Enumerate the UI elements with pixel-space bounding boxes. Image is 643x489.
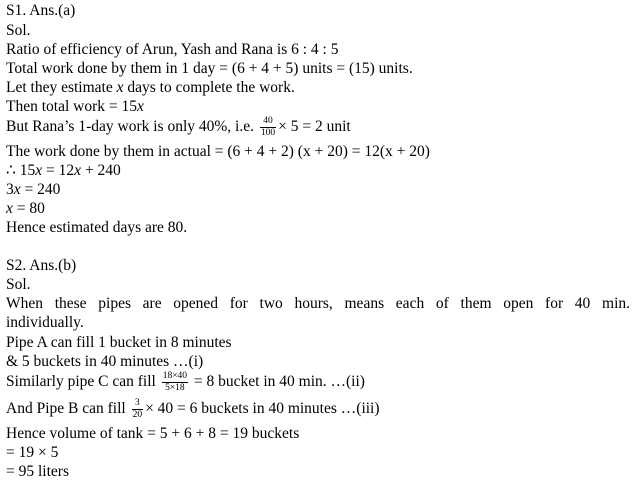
s1-sol-label: Sol. (6, 22, 31, 39)
s1-x-line: x = 80 (6, 200, 45, 217)
s2-pipe-c-line: Similarly pipe C can fill $\frac{18\times 40}{5\times 18}$ = 8 bucket in 40 min. …(ii) (6, 371, 365, 393)
s1-equation-line: ∴ 15x = 12x + 240 (6, 162, 121, 179)
s2-pipes-line: When these pipes are opened for two hours, means each of them open for 40 min. (6, 295, 630, 312)
s2-volume-line: Hence volume of tank = 5 + 6 + 8 = 19 buckets (6, 425, 300, 442)
s1-total-work-line: Total work done by them in 1 day = (6 + 4 + 5) units = (15) units. (6, 60, 413, 77)
s2-multiply-line: = 19 × 5 (6, 444, 59, 461)
s1-3x-line: 3x = 240 (6, 181, 61, 198)
fraction-3-over-20: $\frac{3}{20}$ (132, 398, 143, 420)
s2-pipe-a-40-line: & 5 buckets in 40 minutes …(i) (6, 353, 204, 370)
s1-estimate-line: Let they estimate x days to complete the work. (6, 79, 295, 96)
s1-total-work-expr: Then total work = 15x (6, 98, 144, 115)
s2-sol-label: Sol. (6, 276, 31, 293)
s1-ratio-line: Ratio of efficiency of Arun, Yash and Rana is 6 : 4 : 5 (6, 41, 339, 58)
s2-pipe-b-line: And Pipe B can fill $\frac{3}{20}$ × 40 = 6 buckets in 40 minutes …(iii) (6, 398, 380, 420)
s1-heading: S1. Ans.(a) (6, 2, 76, 19)
s2-pipes-line-cont: individually. (6, 314, 84, 331)
s1-rana-work-line: But Rana’s 1-day work is only 40%, i.e. $\frac{40}{100}$ × 5 = 2 unit (6, 116, 351, 138)
s2-result-line: = 95 liters (6, 463, 69, 480)
s2-pipe-a-line: Pipe A can fill 1 bucket in 8 minutes (6, 334, 232, 351)
s1-conclusion: Hence estimated days are 80. (6, 219, 188, 236)
fraction-40-over-100: $\frac{40}{100}$ (260, 116, 276, 138)
s2-heading: S2. Ans.(b) (6, 257, 77, 274)
s1-actual-work-line: The work done by them in actual = (6 + 4 + 2) (x + 20) = 12(x + 20) (6, 143, 430, 160)
fraction-18x40-over-5x18: $\frac{18\times 40}{5\times 18}$ (162, 371, 188, 393)
